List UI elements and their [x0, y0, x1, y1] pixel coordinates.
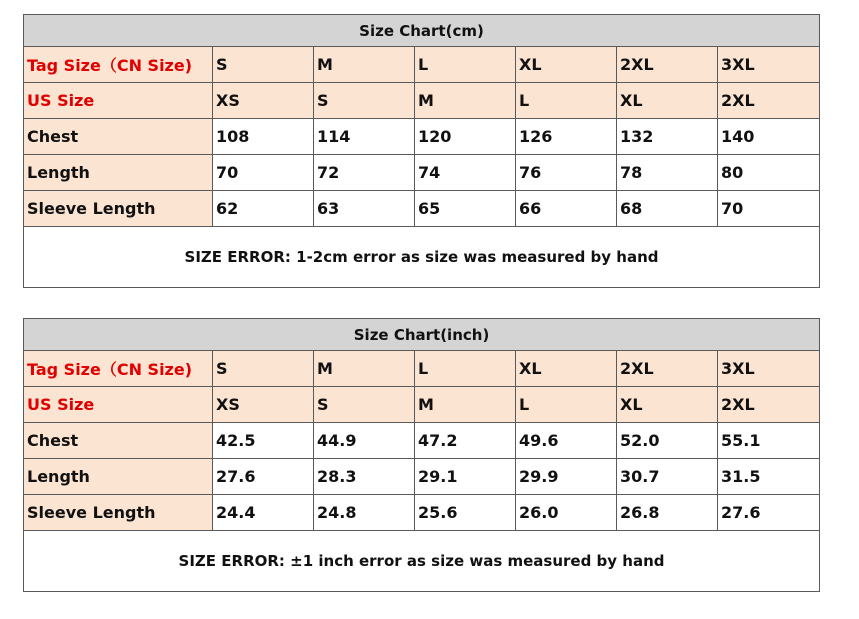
table-cell: 26.8 [617, 495, 718, 531]
row-label-length: Length [24, 459, 213, 495]
size-error-note: SIZE ERROR: ±1 inch error as size was measured by hand [24, 531, 820, 592]
table-cell: 27.6 [718, 495, 820, 531]
table-cell: S [314, 83, 415, 119]
table-cell: XL [617, 387, 718, 423]
length-row [24, 155, 820, 191]
table-cell: M [314, 351, 415, 387]
table-cell: 70 [213, 155, 314, 191]
row-label-tag-size: Tag Size（CN Size) [24, 351, 213, 387]
tag-size-row [24, 47, 820, 83]
sleeve-length-row [24, 495, 820, 531]
table-cell: XL [617, 83, 718, 119]
size-chart-cm [23, 14, 820, 288]
table-cell: M [415, 387, 516, 423]
table-cell: 27.6 [213, 459, 314, 495]
table-cell: 2XL [718, 83, 820, 119]
table-cell: L [516, 387, 617, 423]
table-cell: 72 [314, 155, 415, 191]
table-cell: 74 [415, 155, 516, 191]
row-label-us-size: US Size [24, 387, 213, 423]
table-cell: 29.1 [415, 459, 516, 495]
row-label-chest: Chest [24, 423, 213, 459]
table-cell: L [516, 83, 617, 119]
tag-size-row [24, 351, 820, 387]
table-cell: 44.9 [314, 423, 415, 459]
us-size-row [24, 83, 820, 119]
table-cell: XL [516, 47, 617, 83]
table-cell: 2XL [617, 47, 718, 83]
row-label-sleeve-length: Sleeve Length [24, 191, 213, 227]
table-cell: 25.6 [415, 495, 516, 531]
table-cell: 108 [213, 119, 314, 155]
table-cell: S [213, 47, 314, 83]
chart-title-row [24, 319, 820, 351]
table-cell: 42.5 [213, 423, 314, 459]
table-cell: M [314, 47, 415, 83]
row-label-chest: Chest [24, 119, 213, 155]
us-size-row [24, 387, 820, 423]
table-cell: 31.5 [718, 459, 820, 495]
table-cell: 2XL [617, 351, 718, 387]
chart-title-row [24, 15, 820, 47]
table-cell: XS [213, 83, 314, 119]
row-label-sleeve-length: Sleeve Length [24, 495, 213, 531]
row-label-tag-size: Tag Size（CN Size) [24, 47, 213, 83]
table-cell: 70 [718, 191, 820, 227]
table-cell: 24.8 [314, 495, 415, 531]
table-cell: 68 [617, 191, 718, 227]
table-cell: 140 [718, 119, 820, 155]
row-label-length: Length [24, 155, 213, 191]
table-cell: 28.3 [314, 459, 415, 495]
table-cell: 63 [314, 191, 415, 227]
chest-row [24, 423, 820, 459]
table-cell: 3XL [718, 351, 820, 387]
table-cell: 26.0 [516, 495, 617, 531]
table-cell: 47.2 [415, 423, 516, 459]
table-cell: L [415, 351, 516, 387]
table-cell: 66 [516, 191, 617, 227]
table-cell: 2XL [718, 387, 820, 423]
table-cell: 120 [415, 119, 516, 155]
table-cell: XL [516, 351, 617, 387]
table-cell: 55.1 [718, 423, 820, 459]
sleeve-length-row [24, 191, 820, 227]
table-cell: S [213, 351, 314, 387]
table-cell: 29.9 [516, 459, 617, 495]
table-cell: 49.6 [516, 423, 617, 459]
table-cell: 76 [516, 155, 617, 191]
table-cell: 62 [213, 191, 314, 227]
table-cell: 114 [314, 119, 415, 155]
note-row [24, 227, 820, 288]
table-cell: M [415, 83, 516, 119]
chart-title: Size Chart(cm) [24, 15, 820, 47]
table-cell: L [415, 47, 516, 83]
table-cell: 80 [718, 155, 820, 191]
length-row [24, 459, 820, 495]
table-cell: 24.4 [213, 495, 314, 531]
table-cell: XS [213, 387, 314, 423]
chest-row [24, 119, 820, 155]
table-cell: 3XL [718, 47, 820, 83]
table-cell: 65 [415, 191, 516, 227]
size-chart-inch [23, 318, 820, 592]
chart-title: Size Chart(inch) [24, 319, 820, 351]
row-label-us-size: US Size [24, 83, 213, 119]
table-cell: 30.7 [617, 459, 718, 495]
table-cell: 132 [617, 119, 718, 155]
note-row [24, 531, 820, 592]
size-error-note: SIZE ERROR: 1-2cm error as size was measured by hand [24, 227, 820, 288]
table-cell: 126 [516, 119, 617, 155]
table-cell: 78 [617, 155, 718, 191]
table-cell: 52.0 [617, 423, 718, 459]
table-cell: S [314, 387, 415, 423]
